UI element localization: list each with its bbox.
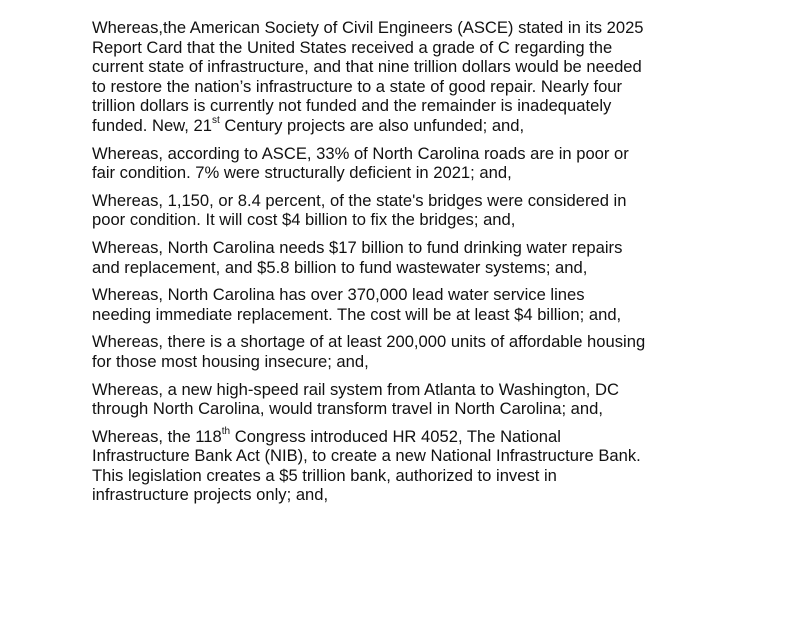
line: needing immediate replacement. The cost will be at least $4 billion; and, (92, 304, 622, 324)
line: for those most housing insecure; and, (92, 351, 369, 371)
whereas-paragraph-housing (92, 332, 712, 371)
whereas-paragraph-bridges (92, 191, 712, 230)
document-body (92, 18, 712, 513)
line: Whereas, a new high-speed rail system from Atlanta to Washington, DC (92, 379, 619, 399)
line: through North Carolina, would transform travel in North Carolina; and, (92, 399, 603, 419)
line: current state of infrastructure, and that nine trillion dollars would be needed (92, 57, 642, 77)
line: Whereas, North Carolina has over 370,000 lead water service lines (92, 285, 585, 305)
line: Whereas,the American Society of Civil Engineers (ASCE) stated in its 2025 (92, 18, 644, 37)
whereas-paragraph-water (92, 238, 712, 277)
line: Report Card that the United States received a grade of C regarding the (92, 37, 613, 57)
line: Whereas, North Carolina needs $17 billion to fund drinking water repairs (92, 237, 623, 257)
line: fair condition. 7% were structurally deficient in 2021; and, (92, 163, 512, 183)
whereas-paragraph-roads (92, 144, 712, 183)
line: Whereas, 1,150, or 8.4 percent, of the state's bridges were considered in (92, 190, 627, 210)
ordinal-suffix: th (221, 426, 231, 438)
line-part: Century projects are also unfunded; and, (219, 115, 525, 135)
line: trillion dollars is currently not funded and the remainder is inadequately (92, 96, 612, 116)
line-part: Congress introduced HR 4052, The National (230, 426, 561, 446)
line: to restore the nation’s infrastructure to a state of good repair. Nearly four (92, 76, 623, 96)
line: poor condition. It will cost $4 billion to fix the bridges; and, (92, 210, 516, 230)
whereas-paragraph-asce-report (92, 18, 712, 136)
line-part: Whereas, the 118 (92, 426, 222, 446)
line: and replacement, and $5.8 billion to fund wastewater systems; and, (92, 257, 588, 277)
line: Whereas, according to ASCE, 33% of North Carolina roads are in poor or (92, 143, 629, 163)
line: Infrastructure Bank Act (NIB), to create a new National Infrastructure Bank. (92, 446, 641, 466)
line: This legislation creates a $5 trillion bank, authorized to invest in (92, 465, 557, 485)
line-part: funded. New, 21 (92, 115, 212, 135)
line: Whereas, there is a shortage of at least 200,000 units of affordable housing (92, 332, 646, 352)
whereas-paragraph-rail (92, 380, 712, 419)
whereas-paragraph-nib (92, 427, 712, 505)
whereas-paragraph-lead-lines (92, 285, 712, 324)
line: infrastructure projects only; and, (92, 485, 329, 505)
ordinal-suffix: st (211, 115, 220, 127)
